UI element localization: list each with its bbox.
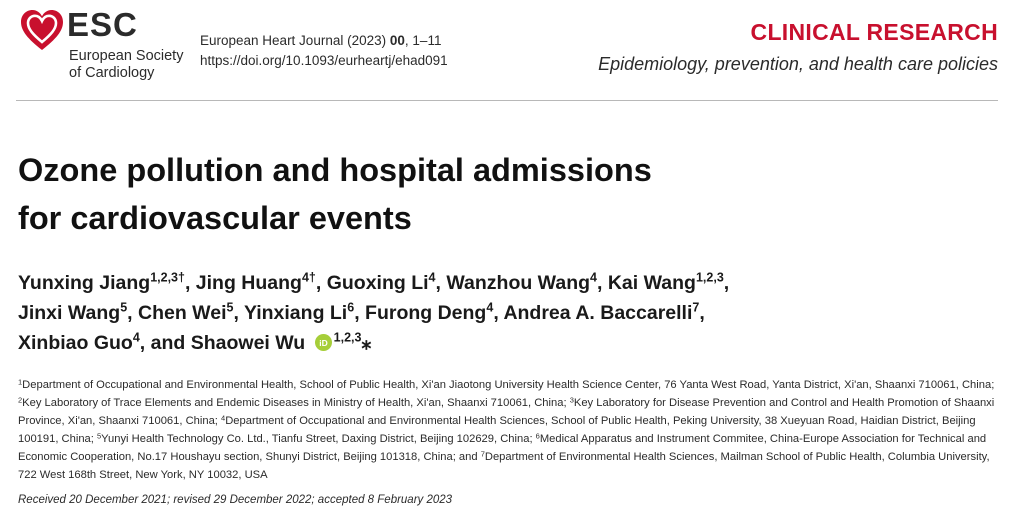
affiliation-text: Department of Occupational and Environmental Health Sciences, School of Public Health, Peking University, 38 Xueyuan Road, Haidian District, Beijing 100191, China; bbox=[18, 415, 976, 445]
affiliation-number: 2 bbox=[18, 395, 23, 405]
article-subsection: Epidemiology, prevention, and health care policies bbox=[598, 54, 998, 74]
affiliation-text: Yunyi Health Technology Co. Ltd., Tianfu Street, Daxing District, Beijing 102629, China; bbox=[101, 433, 536, 445]
author-affiliation-sup: 1,2,3† bbox=[150, 270, 185, 285]
author-name: Yinxiang Li bbox=[243, 302, 348, 324]
journal-name: European Heart Journal (2023) bbox=[200, 33, 387, 48]
affiliation-number: 7 bbox=[480, 449, 485, 459]
author-name: Andrea A. Baccarelli bbox=[503, 302, 693, 324]
author-separator: , bbox=[184, 272, 196, 294]
esc-name-line1: European Society bbox=[69, 48, 184, 64]
author-affiliation-sup: 1,2,3 bbox=[333, 330, 362, 345]
author-separator: , bbox=[723, 272, 730, 294]
author-name: Chen Wei bbox=[138, 302, 227, 324]
author-affiliation-sup: 4 bbox=[132, 330, 140, 345]
doi-link[interactable]: https://doi.org/10.1093/eurheartj/ehad091 bbox=[200, 53, 448, 68]
esc-heart-logo-icon bbox=[18, 6, 66, 54]
author-affiliation-sup: 4 bbox=[486, 300, 494, 315]
affiliation-number: 3 bbox=[569, 395, 574, 405]
esc-name-line2: of Cardiology bbox=[69, 65, 155, 81]
author-separator: , bbox=[233, 302, 244, 324]
author-separator: , bbox=[699, 302, 705, 324]
affiliation-text: Department of Environmental Health Sciences, Mailman School of Public Health, Columbia University, 722 West 168th Street, New York, NY 10032, USA bbox=[18, 451, 990, 481]
author-affiliation-sup: 7 bbox=[692, 300, 700, 315]
author-separator: , bbox=[493, 302, 504, 324]
orcid-icon-label: iD bbox=[318, 337, 328, 348]
author-name: Guoxing Li bbox=[326, 272, 429, 294]
author-affiliation-sup: 5 bbox=[226, 300, 234, 315]
journal-citation bbox=[200, 31, 448, 71]
author-separator: , bbox=[354, 302, 366, 324]
author-affiliation-sup: 4† bbox=[301, 270, 316, 285]
article-section: CLINICAL RESEARCH bbox=[750, 19, 998, 45]
author-name: Kai Wang bbox=[607, 272, 696, 294]
affiliation-number: 6 bbox=[535, 431, 540, 441]
author-list bbox=[18, 268, 1008, 358]
article-title bbox=[18, 146, 652, 242]
affiliation-text: Key Laboratory of Trace Elements and Endemic Diseases in Ministry of Health, Xi'an, Shaanxi 710061, China; bbox=[22, 397, 570, 409]
esc-society-name bbox=[69, 48, 183, 82]
journal-issue-line bbox=[200, 31, 448, 51]
author-name: Furong Deng bbox=[365, 302, 487, 324]
author-name: Jinxi Wang bbox=[18, 302, 121, 324]
esc-wordmark: ESC bbox=[67, 6, 138, 43]
title-line-2: for cardiovascular events bbox=[18, 200, 412, 236]
author-affiliation-sup: 5 bbox=[120, 300, 128, 315]
author-name: Yunxing Jiang bbox=[18, 272, 151, 294]
affiliation-text: Department of Occupational and Environmental Health, School of Public Health, Xi'an Jiaotong University Health Science Center, 76 Yanta West Road, Yanta District, Xi'an, Shaanxi 710061, China; bbox=[22, 379, 995, 391]
author-name: Wanzhou Wang bbox=[446, 272, 591, 294]
author-affiliation-sup: 4 bbox=[590, 270, 597, 285]
title-line-1: Ozone pollution and hospital admissions bbox=[18, 152, 652, 188]
author-name: and Shaowei Wu bbox=[150, 332, 306, 354]
author-separator: , bbox=[435, 272, 447, 294]
corresponding-author-mark: ⁎ bbox=[361, 332, 372, 354]
header-divider bbox=[16, 100, 998, 101]
journal-header bbox=[0, 0, 1014, 100]
journal-volume: 00 bbox=[389, 33, 405, 48]
affiliation-paragraph bbox=[18, 376, 1003, 484]
affiliation-text: Key Laboratory for Disease Prevention and Control and Health Promotion of Shaanxi Province, Xi'an, Shaanxi 710061, China; bbox=[18, 397, 995, 427]
affiliation-number: 5 bbox=[97, 431, 102, 441]
author-separator: , bbox=[139, 332, 151, 354]
author-affiliation-sup: 4 bbox=[428, 270, 436, 285]
received-dates: Received 20 December 2021; revised 29 December 2022; accepted 8 February 2023 bbox=[18, 494, 453, 506]
author-affiliation-sup: 1,2,3 bbox=[695, 270, 724, 285]
orcid-icon[interactable] bbox=[315, 334, 332, 351]
affiliations bbox=[18, 376, 1003, 484]
affiliation-number: 4 bbox=[221, 413, 226, 423]
author-name: Xinbiao Guo bbox=[18, 332, 133, 354]
author-separator: , bbox=[597, 272, 608, 294]
author-separator: , bbox=[127, 302, 139, 324]
author-affiliation-sup: 6 bbox=[347, 300, 355, 315]
affiliation-number: 1 bbox=[18, 377, 23, 387]
affiliation-text: Medical Apparatus and Instrument Commitee, China-Europe Association for Technical and Economic Cooperation, No.17 Houshayu section, Shunyi District, Beijing 101318, China; and bbox=[18, 433, 987, 463]
author-separator: , bbox=[315, 272, 327, 294]
author-name: Jing Huang bbox=[195, 272, 302, 294]
journal-pages: , 1–11 bbox=[404, 33, 442, 48]
